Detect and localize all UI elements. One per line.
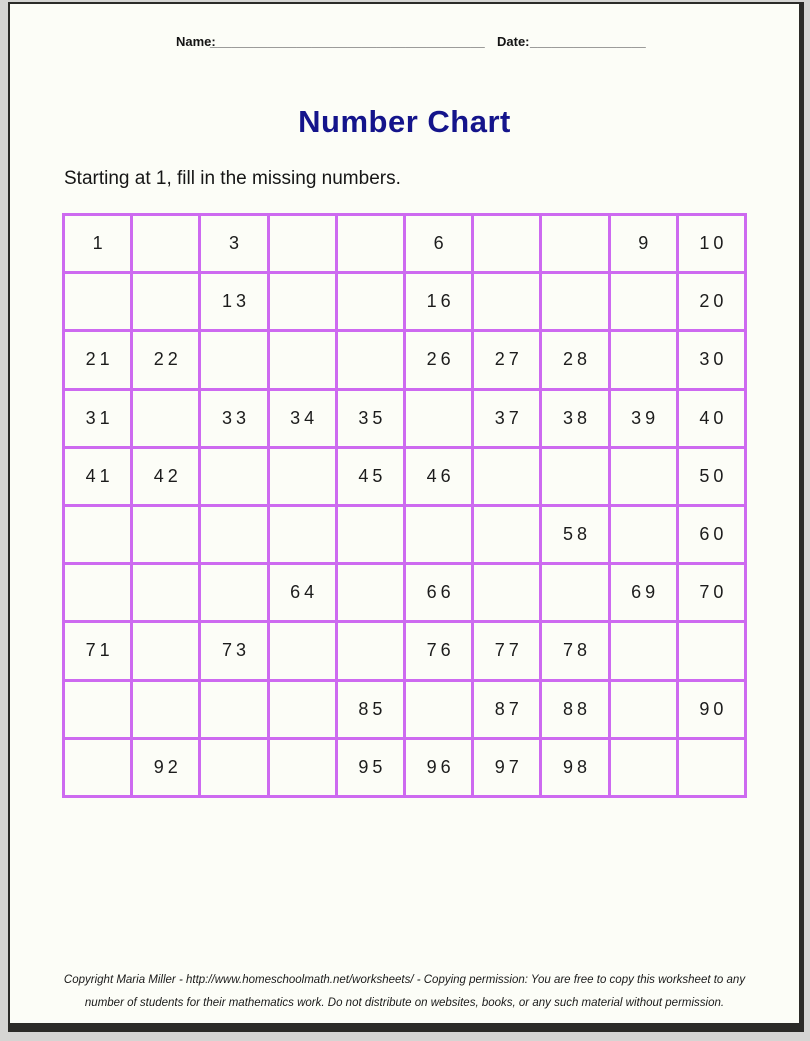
grid-cell-empty[interactable] — [611, 507, 676, 562]
grid-cell: 33 — [201, 391, 266, 446]
grid-cell-empty[interactable] — [133, 682, 198, 737]
worksheet-page — [8, 2, 804, 1032]
grid-cell-empty[interactable] — [65, 565, 130, 620]
grid-cell: 58 — [542, 507, 607, 562]
grid-cell-empty[interactable] — [542, 449, 607, 504]
grid-cell: 76 — [406, 623, 471, 678]
grid-cell-empty[interactable] — [474, 507, 539, 562]
grid-cell-empty[interactable] — [338, 565, 403, 620]
name-fill-line[interactable]: ______________________________________ — [210, 34, 485, 49]
grid-cell-empty[interactable] — [270, 507, 335, 562]
page-title: Number Chart — [298, 104, 511, 139]
grid-cell-empty[interactable] — [542, 216, 607, 271]
grid-cell: 88 — [542, 682, 607, 737]
date-label: Date: — [497, 34, 530, 49]
grid-cell-empty[interactable] — [474, 274, 539, 329]
grid-cell-empty[interactable] — [338, 623, 403, 678]
grid-cell-empty[interactable] — [679, 623, 744, 678]
grid-cell-empty[interactable] — [474, 449, 539, 504]
grid-cell: 95 — [338, 740, 403, 795]
grid-cell: 96 — [406, 740, 471, 795]
grid-cell-empty[interactable] — [270, 740, 335, 795]
grid-cell-empty[interactable] — [133, 623, 198, 678]
grid-cell: 70 — [679, 565, 744, 620]
grid-cell: 26 — [406, 332, 471, 387]
grid-cell-empty[interactable] — [611, 623, 676, 678]
grid-cell-empty[interactable] — [201, 332, 266, 387]
number-grid — [62, 213, 747, 798]
grid-cell-empty[interactable] — [611, 449, 676, 504]
grid-cell: 16 — [406, 274, 471, 329]
grid-cell-empty[interactable] — [611, 740, 676, 795]
grid-cell: 34 — [270, 391, 335, 446]
grid-cell: 30 — [679, 332, 744, 387]
grid-cell-empty[interactable] — [611, 682, 676, 737]
grid-cell: 13 — [201, 274, 266, 329]
instruction-text: Starting at 1, fill in the missing numbers. — [64, 168, 401, 189]
grid-cell: 87 — [474, 682, 539, 737]
grid-cell: 35 — [338, 391, 403, 446]
grid-cell: 50 — [679, 449, 744, 504]
grid-cell-empty[interactable] — [201, 740, 266, 795]
grid-cell: 73 — [201, 623, 266, 678]
copyright-footer — [10, 969, 799, 1015]
grid-cell: 21 — [65, 332, 130, 387]
grid-cell: 3 — [201, 216, 266, 271]
grid-cell: 92 — [133, 740, 198, 795]
grid-cell-empty[interactable] — [611, 274, 676, 329]
grid-cell-empty[interactable] — [65, 682, 130, 737]
grid-cell: 22 — [133, 332, 198, 387]
grid-cell: 78 — [542, 623, 607, 678]
grid-cell: 31 — [65, 391, 130, 446]
grid-cell: 85 — [338, 682, 403, 737]
grid-cell-empty[interactable] — [133, 507, 198, 562]
grid-cell-empty[interactable] — [201, 565, 266, 620]
grid-cell: 98 — [542, 740, 607, 795]
grid-cell: 9 — [611, 216, 676, 271]
grid-cell-empty[interactable] — [338, 332, 403, 387]
grid-cell-empty[interactable] — [270, 332, 335, 387]
date-fill-line[interactable]: ________________ — [530, 34, 646, 49]
grid-cell-empty[interactable] — [474, 216, 539, 271]
grid-cell-empty[interactable] — [133, 216, 198, 271]
grid-cell-empty[interactable] — [542, 565, 607, 620]
grid-cell: 40 — [679, 391, 744, 446]
grid-cell-empty[interactable] — [679, 740, 744, 795]
grid-cell-empty[interactable] — [270, 682, 335, 737]
name-date-row — [10, 34, 799, 54]
grid-cell-empty[interactable] — [133, 274, 198, 329]
grid-cell-empty[interactable] — [406, 391, 471, 446]
grid-cell-empty[interactable] — [65, 507, 130, 562]
grid-cell-empty[interactable] — [65, 740, 130, 795]
grid-cell: 42 — [133, 449, 198, 504]
grid-cell-empty[interactable] — [338, 507, 403, 562]
grid-cell-empty[interactable] — [338, 216, 403, 271]
grid-cell-empty[interactable] — [270, 216, 335, 271]
grid-cell-empty[interactable] — [201, 507, 266, 562]
grid-cell: 69 — [611, 565, 676, 620]
grid-cell-empty[interactable] — [406, 507, 471, 562]
grid-cell: 27 — [474, 332, 539, 387]
grid-cell: 71 — [65, 623, 130, 678]
grid-cell: 64 — [270, 565, 335, 620]
grid-cell: 6 — [406, 216, 471, 271]
grid-cell: 46 — [406, 449, 471, 504]
name-label: Name: — [176, 34, 216, 49]
grid-cell: 37 — [474, 391, 539, 446]
grid-cell-empty[interactable] — [201, 682, 266, 737]
grid-cell: 39 — [611, 391, 676, 446]
grid-cell: 66 — [406, 565, 471, 620]
grid-cell: 60 — [679, 507, 744, 562]
grid-cell-empty[interactable] — [338, 274, 403, 329]
grid-cell-empty[interactable] — [270, 623, 335, 678]
grid-cell-empty[interactable] — [65, 274, 130, 329]
grid-cell-empty[interactable] — [474, 565, 539, 620]
grid-cell: 45 — [338, 449, 403, 504]
grid-cell: 28 — [542, 332, 607, 387]
grid-cell-empty[interactable] — [133, 565, 198, 620]
grid-cell: 20 — [679, 274, 744, 329]
grid-cell: 10 — [679, 216, 744, 271]
grid-cell: 77 — [474, 623, 539, 678]
grid-cell-empty[interactable] — [406, 682, 471, 737]
grid-cell-empty[interactable] — [542, 274, 607, 329]
grid-cell: 90 — [679, 682, 744, 737]
grid-cell-empty[interactable] — [611, 332, 676, 387]
grid-cell: 41 — [65, 449, 130, 504]
grid-cell-empty[interactable] — [201, 449, 266, 504]
grid-cell: 38 — [542, 391, 607, 446]
grid-cell-empty[interactable] — [270, 449, 335, 504]
copyright-line-2: number of students for their mathematics work. Do not distribute on websites, books, or any such material without permission. — [84, 997, 725, 1009]
grid-cell-empty[interactable] — [133, 391, 198, 446]
copyright-line-1: Copyright Maria Miller - http://www.homeschoolmath.net/worksheets/ - Copying permission: You are free to copy this worksheet to any — [63, 974, 746, 986]
grid-cell-empty[interactable] — [270, 274, 335, 329]
grid-cell: 97 — [474, 740, 539, 795]
grid-cell: 1 — [65, 216, 130, 271]
